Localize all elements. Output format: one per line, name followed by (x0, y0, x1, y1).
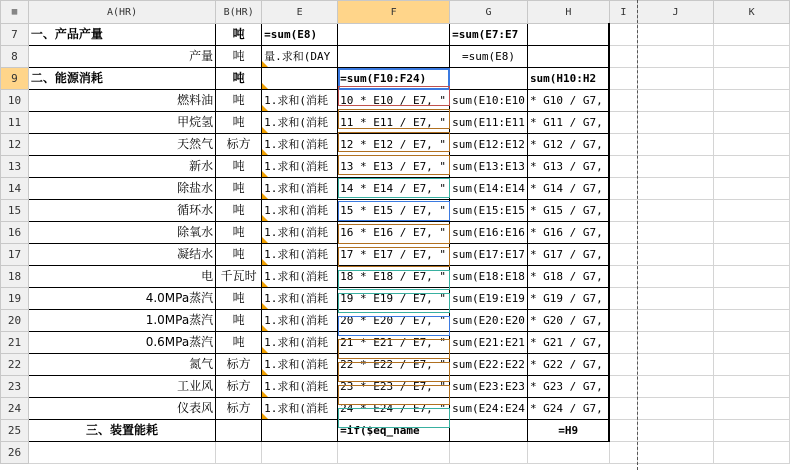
cell-b7[interactable]: 吨 (216, 24, 262, 46)
cell-b11[interactable]: 吨 (216, 112, 262, 134)
cell-k20[interactable] (714, 310, 790, 332)
cell-j20[interactable] (637, 310, 714, 332)
cell-j12[interactable] (637, 134, 714, 156)
cell-b16[interactable]: 吨 (216, 222, 262, 244)
cell-i20[interactable] (609, 310, 637, 332)
cell-b14[interactable]: 吨 (216, 178, 262, 200)
cell-j9[interactable] (637, 68, 714, 90)
cell-a15[interactable]: 循环水 (28, 200, 215, 222)
cell-a25[interactable]: 三、装置能耗 (28, 420, 215, 442)
cell-i11[interactable] (609, 112, 637, 134)
cell-h13[interactable]: * G13 / G7, (527, 156, 609, 178)
cell-e15[interactable]: 1.求和(消耗 (262, 200, 338, 222)
cell-k26[interactable] (714, 442, 790, 464)
cell-g11[interactable]: sum(E11:E11 (450, 112, 528, 134)
cell-j8[interactable] (637, 46, 714, 68)
cell-f11[interactable]: 11 * E11 / E7, " (338, 112, 450, 134)
column-header-b[interactable]: B(HR) (216, 1, 262, 24)
row-header[interactable]: 18 (1, 266, 29, 288)
cell-f17[interactable]: 17 * E17 / E7, " (338, 244, 450, 266)
cell-k13[interactable] (714, 156, 790, 178)
cell-g13[interactable]: sum(E13:E13 (450, 156, 528, 178)
cell-e19[interactable]: 1.求和(消耗 (262, 288, 338, 310)
cell-e24[interactable]: 1.求和(消耗 (262, 398, 338, 420)
cell-f22[interactable]: 22 * E22 / E7, " (338, 354, 450, 376)
select-all-corner[interactable] (1, 1, 29, 24)
row-header[interactable]: 7 (1, 24, 29, 46)
cell-e8[interactable]: 量.求和(DAY (262, 46, 338, 68)
cell-a19[interactable]: 4.0MPa蒸汽 (28, 288, 215, 310)
cell-f23[interactable]: 23 * E23 / E7, " (338, 376, 450, 398)
cell-g22[interactable]: sum(E22:E22 (450, 354, 528, 376)
cell-f19[interactable]: 19 * E19 / E7, " (338, 288, 450, 310)
row-header[interactable]: 26 (1, 442, 29, 464)
cell-a14[interactable]: 除盐水 (28, 178, 215, 200)
cell-i13[interactable] (609, 156, 637, 178)
column-header-e[interactable]: E (262, 1, 338, 24)
cell-g26[interactable] (450, 442, 528, 464)
cell-e12[interactable]: 1.求和(消耗 (262, 134, 338, 156)
cell-g25[interactable] (450, 420, 528, 442)
table-row (1, 244, 790, 266)
cell-f16[interactable]: 16 * E16 / E7, " (338, 222, 450, 244)
cell-g8[interactable]: =sum(E8) (450, 46, 528, 68)
cell-i23[interactable] (609, 376, 637, 398)
cell-a20[interactable]: 1.0MPa蒸汽 (28, 310, 215, 332)
cell-h19[interactable]: * G19 / G7, (527, 288, 609, 310)
cell-h9[interactable]: sum(H10:H2 (527, 68, 609, 90)
cell-j16[interactable] (637, 222, 714, 244)
cell-g10[interactable]: sum(E10:E10 (450, 90, 528, 112)
cell-a26[interactable] (28, 442, 215, 464)
row-header[interactable]: 10 (1, 90, 29, 112)
cell-j18[interactable] (637, 266, 714, 288)
cell-g21[interactable]: sum(E21:E21 (450, 332, 528, 354)
cell-j13[interactable] (637, 156, 714, 178)
cell-a10[interactable]: 燃料油 (28, 90, 215, 112)
cell-e22[interactable]: 1.求和(消耗 (262, 354, 338, 376)
cell-f15[interactable]: 15 * E15 / E7, " (338, 200, 450, 222)
row-header[interactable]: 14 (1, 178, 29, 200)
row-header[interactable]: 22 (1, 354, 29, 376)
cell-b13[interactable]: 吨 (216, 156, 262, 178)
cell-j17[interactable] (637, 244, 714, 266)
cell-a9[interactable]: 二、能源消耗 (28, 68, 215, 90)
cell-g23[interactable]: sum(E23:E23 (450, 376, 528, 398)
cell-g14[interactable]: sum(E14:E14 (450, 178, 528, 200)
cell-h26[interactable] (527, 442, 609, 464)
cell-b8[interactable]: 吨 (216, 46, 262, 68)
cell-i18[interactable] (609, 266, 637, 288)
cell-e18[interactable]: 1.求和(消耗 (262, 266, 338, 288)
table-row (1, 266, 790, 288)
cell-k18[interactable] (714, 266, 790, 288)
cell-h15[interactable]: * G15 / G7, (527, 200, 609, 222)
cell-g16[interactable]: sum(E16:E16 (450, 222, 528, 244)
table-row (1, 420, 790, 442)
cell-h14[interactable]: * G14 / G7, (527, 178, 609, 200)
cell-h7[interactable] (527, 24, 609, 46)
cell-f24[interactable]: 24 * E24 / E7, " (338, 398, 450, 420)
cell-i21[interactable] (609, 332, 637, 354)
cell-h8[interactable] (527, 46, 609, 68)
cell-f9[interactable]: =sum(F10:F24) (338, 68, 450, 90)
cell-b10[interactable]: 吨 (216, 90, 262, 112)
cell-i26[interactable] (609, 442, 637, 464)
cell-b26[interactable] (216, 442, 262, 464)
cell-f8[interactable] (338, 46, 450, 68)
row-header[interactable]: 20 (1, 310, 29, 332)
cell-g15[interactable]: sum(E15:E15 (450, 200, 528, 222)
cell-f7[interactable] (338, 24, 450, 46)
cell-b15[interactable]: 吨 (216, 200, 262, 222)
row-header[interactable]: 9 (1, 68, 29, 90)
cell-j14[interactable] (637, 178, 714, 200)
cell-k8[interactable] (714, 46, 790, 68)
cell-g9[interactable] (450, 68, 528, 90)
cell-h20[interactable]: * G20 / G7, (527, 310, 609, 332)
grid-icon: ▦ (11, 7, 18, 17)
cell-b12[interactable]: 标方 (216, 134, 262, 156)
cell-k14[interactable] (714, 178, 790, 200)
row-header[interactable]: 16 (1, 222, 29, 244)
cell-h12[interactable]: * G12 / G7, (527, 134, 609, 156)
cell-j15[interactable] (637, 200, 714, 222)
cell-f20[interactable]: 20 * E20 / E7, " (338, 310, 450, 332)
cell-i17[interactable] (609, 244, 637, 266)
cell-h18[interactable]: * G18 / G7, (527, 266, 609, 288)
cell-b18[interactable]: 千瓦时 (216, 266, 262, 288)
cell-k19[interactable] (714, 288, 790, 310)
cell-k11[interactable] (714, 112, 790, 134)
table-row (1, 90, 790, 112)
table-row (1, 68, 790, 90)
cell-b25[interactable] (216, 420, 262, 442)
cell-k17[interactable] (714, 244, 790, 266)
cell-i16[interactable] (609, 222, 637, 244)
cell-g12[interactable]: sum(E12:E12 (450, 134, 528, 156)
cell-b21[interactable]: 吨 (216, 332, 262, 354)
cell-k21[interactable] (714, 332, 790, 354)
cell-a16[interactable]: 除氧水 (28, 222, 215, 244)
cell-e14[interactable]: 1.求和(消耗 (262, 178, 338, 200)
cell-e21[interactable]: 1.求和(消耗 (262, 332, 338, 354)
cell-j26[interactable] (637, 442, 714, 464)
cell-i8[interactable] (609, 46, 637, 68)
column-header-i[interactable]: I (609, 1, 637, 24)
page-break-line (637, 0, 638, 470)
row-header[interactable]: 8 (1, 46, 29, 68)
cell-f14[interactable]: 14 * E14 / E7, " (338, 178, 450, 200)
cell-e26[interactable] (262, 442, 338, 464)
cell-i7[interactable] (609, 24, 637, 46)
table-row (1, 46, 790, 68)
table-row (1, 288, 790, 310)
table-row (1, 112, 790, 134)
column-header-j[interactable]: J (637, 1, 714, 24)
cell-f18[interactable]: 18 * E18 / E7, " (338, 266, 450, 288)
cell-f13[interactable]: 13 * E13 / E7, " (338, 156, 450, 178)
cell-h23[interactable]: * G23 / G7, (527, 376, 609, 398)
row-header[interactable]: 21 (1, 332, 29, 354)
table-row (1, 178, 790, 200)
cell-i15[interactable] (609, 200, 637, 222)
cell-g24[interactable]: sum(E24:E24 (450, 398, 528, 420)
cell-g7[interactable]: =sum(E7:E7 (450, 24, 528, 46)
cell-b20[interactable]: 吨 (216, 310, 262, 332)
table-row (1, 442, 790, 464)
cell-k16[interactable] (714, 222, 790, 244)
cell-j24[interactable] (637, 398, 714, 420)
table-row (1, 134, 790, 156)
cell-e16[interactable]: 1.求和(消耗 (262, 222, 338, 244)
cell-i9[interactable] (609, 68, 637, 90)
cell-j22[interactable] (637, 354, 714, 376)
column-header-a[interactable]: A(HR) (28, 1, 215, 24)
column-header-k[interactable]: K (714, 1, 790, 24)
table-row (1, 222, 790, 244)
cell-h16[interactable]: * G16 / G7, (527, 222, 609, 244)
cell-e13[interactable]: 1.求和(消耗 (262, 156, 338, 178)
cell-e23[interactable]: 1.求和(消耗 (262, 376, 338, 398)
cell-k7[interactable] (714, 24, 790, 46)
cell-a21[interactable]: 0.6MPa蒸汽 (28, 332, 215, 354)
cell-b24[interactable]: 标方 (216, 398, 262, 420)
cell-g17[interactable]: sum(E17:E17 (450, 244, 528, 266)
cell-k23[interactable] (714, 376, 790, 398)
cell-i19[interactable] (609, 288, 637, 310)
cell-a24[interactable]: 仪表风 (28, 398, 215, 420)
cell-h24[interactable]: * G24 / G7, (527, 398, 609, 420)
cell-h10[interactable]: * G10 / G7, (527, 90, 609, 112)
cell-a17[interactable]: 凝结水 (28, 244, 215, 266)
cell-e17[interactable]: 1.求和(消耗 (262, 244, 338, 266)
cell-a23[interactable]: 工业风 (28, 376, 215, 398)
cell-h25[interactable]: =H9 (527, 420, 609, 442)
row-header[interactable]: 17 (1, 244, 29, 266)
table-row (1, 332, 790, 354)
cell-a13[interactable]: 新水 (28, 156, 215, 178)
cell-b9[interactable]: 吨 (216, 68, 262, 90)
cell-e11[interactable]: 1.求和(消耗 (262, 112, 338, 134)
cell-g18[interactable]: sum(E18:E18 (450, 266, 528, 288)
table-row (1, 354, 790, 376)
row-header[interactable]: 13 (1, 156, 29, 178)
cell-e9[interactable] (262, 68, 338, 90)
column-header-f[interactable]: F (338, 1, 450, 24)
cell-h22[interactable]: * G22 / G7, (527, 354, 609, 376)
cell-f26[interactable] (338, 442, 450, 464)
cell-k22[interactable] (714, 354, 790, 376)
cell-b19[interactable]: 吨 (216, 288, 262, 310)
cell-j19[interactable] (637, 288, 714, 310)
cell-k15[interactable] (714, 200, 790, 222)
row-header[interactable]: 15 (1, 200, 29, 222)
cell-j23[interactable] (637, 376, 714, 398)
row-header[interactable]: 11 (1, 112, 29, 134)
table-row (1, 376, 790, 398)
cell-i10[interactable] (609, 90, 637, 112)
cell-k10[interactable] (714, 90, 790, 112)
cell-a22[interactable]: 氮气 (28, 354, 215, 376)
cell-j21[interactable] (637, 332, 714, 354)
row-header[interactable]: 25 (1, 420, 29, 442)
cell-a12[interactable]: 天然气 (28, 134, 215, 156)
cell-j25[interactable] (637, 420, 714, 442)
cell-j11[interactable] (637, 112, 714, 134)
cell-i22[interactable] (609, 354, 637, 376)
row-header[interactable]: 19 (1, 288, 29, 310)
cell-e7[interactable]: =sum(E8) (262, 24, 338, 46)
cell-e10[interactable]: 1.求和(消耗 (262, 90, 338, 112)
cell-a18[interactable]: 电 (28, 266, 215, 288)
cell-i24[interactable] (609, 398, 637, 420)
cell-k9[interactable] (714, 68, 790, 90)
cell-g20[interactable]: sum(E20:E20 (450, 310, 528, 332)
cell-b22[interactable]: 标方 (216, 354, 262, 376)
cell-b23[interactable]: 标方 (216, 376, 262, 398)
row-header[interactable]: 24 (1, 398, 29, 420)
cell-f12[interactable]: 12 * E12 / E7, " (338, 134, 450, 156)
cell-e25[interactable] (262, 420, 338, 442)
row-header[interactable]: 12 (1, 134, 29, 156)
table-row (1, 24, 790, 46)
cell-i12[interactable] (609, 134, 637, 156)
table-row (1, 310, 790, 332)
cell-f21[interactable]: 21 * E21 / E7, " (338, 332, 450, 354)
cell-h17[interactable]: * G17 / G7, (527, 244, 609, 266)
cell-k12[interactable] (714, 134, 790, 156)
cell-g19[interactable]: sum(E19:E19 (450, 288, 528, 310)
cell-k24[interactable] (714, 398, 790, 420)
cell-f10[interactable]: 10 * E10 / E7, " (338, 90, 450, 112)
cell-a11[interactable]: 甲烷氢 (28, 112, 215, 134)
cell-k25[interactable] (714, 420, 790, 442)
cell-e20[interactable]: 1.求和(消耗 (262, 310, 338, 332)
cell-h21[interactable]: * G21 / G7, (527, 332, 609, 354)
cell-i14[interactable] (609, 178, 637, 200)
cell-f25[interactable]: =if($eq_name (338, 420, 450, 442)
cell-j10[interactable] (637, 90, 714, 112)
cell-a7[interactable]: 一、产品产量 (28, 24, 215, 46)
row-header[interactable]: 23 (1, 376, 29, 398)
column-header-g[interactable]: G (450, 1, 528, 24)
cell-j7[interactable] (637, 24, 714, 46)
cell-a8[interactable]: 产量 (28, 46, 215, 68)
table-row (1, 156, 790, 178)
table-row (1, 200, 790, 222)
column-header-h[interactable]: H (527, 1, 609, 24)
table-row (1, 398, 790, 420)
cell-b17[interactable]: 吨 (216, 244, 262, 266)
cell-h11[interactable]: * G11 / G7, (527, 112, 609, 134)
cell-i25[interactable] (609, 420, 637, 442)
